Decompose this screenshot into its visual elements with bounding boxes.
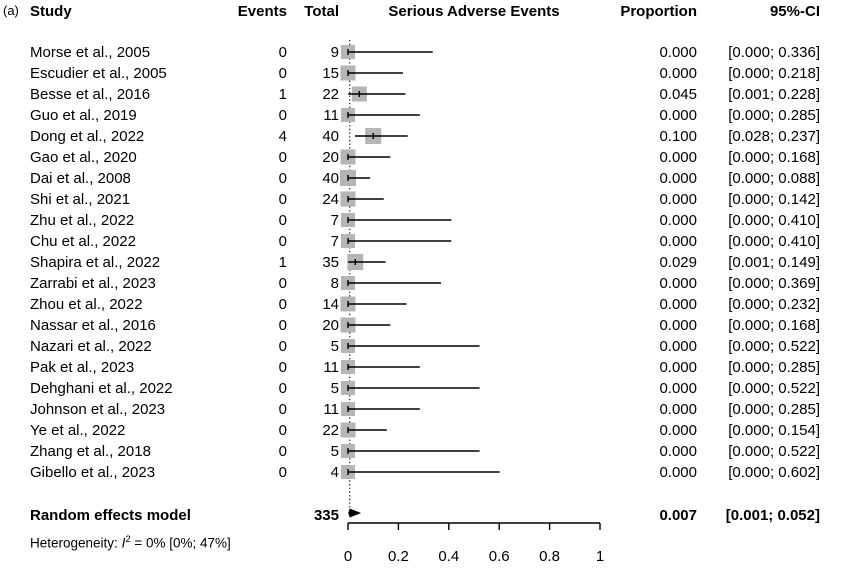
study-name: Gao et al., 2020: [30, 148, 137, 166]
ci-value: [0.001; 0.228]: [728, 85, 820, 103]
total-value: 14: [322, 295, 339, 313]
proportion-value: 0.000: [659, 43, 697, 61]
total-value: 22: [322, 85, 339, 103]
heterogeneity-note: [30, 530, 231, 549]
ci-value: [0.000; 0.369]: [728, 274, 820, 292]
proportion-value: 0.000: [659, 169, 697, 187]
study-row: [0, 273, 846, 294]
ci-value: [0.000; 0.154]: [728, 421, 820, 439]
proportion-value: 0.000: [659, 316, 697, 334]
ci-value: [0.000; 0.336]: [728, 43, 820, 61]
study-name: Shi et al., 2021: [30, 190, 131, 208]
total-value: 11: [323, 106, 339, 124]
plot-title: Serious Adverse Events: [388, 3, 560, 20]
ci-value: [0.000; 0.218]: [728, 64, 820, 82]
study-row: [0, 231, 846, 252]
random-effects-row: [0, 505, 846, 526]
pooled-label: Random effects model: [30, 507, 191, 524]
proportion-value: 0.000: [659, 64, 697, 82]
ci-value: [0.000; 0.522]: [728, 379, 820, 397]
study-name: Chu et al., 2022: [30, 232, 136, 250]
study-row: [0, 189, 846, 210]
heterogeneity-stat: I: [121, 535, 126, 551]
total-value: 24: [322, 190, 339, 208]
proportion-value: 0.000: [659, 379, 697, 397]
ci-value: [0.000; 0.285]: [728, 400, 820, 418]
events-value: 0: [278, 295, 287, 313]
events-value: 0: [278, 379, 287, 397]
proportion-value: 0.000: [659, 442, 697, 460]
proportion-value: 0.000: [659, 148, 697, 166]
total-value: 22: [322, 421, 339, 439]
events-value: 4: [278, 127, 287, 145]
events-value: 0: [278, 43, 287, 61]
total-value: 5: [330, 337, 339, 355]
ci-value: [0.000; 0.285]: [728, 358, 820, 376]
total-value: 11: [323, 400, 339, 418]
events-value: 0: [278, 274, 287, 292]
col-header-study: Study: [30, 3, 72, 20]
study-row: [0, 357, 846, 378]
total-value: 35: [322, 253, 339, 271]
study-row: [0, 168, 846, 189]
events-value: 0: [278, 463, 287, 481]
study-name: Dai et al., 2008: [30, 169, 131, 187]
x-axis-tick-label: 0.2: [387, 548, 409, 565]
events-value: 0: [278, 190, 287, 208]
total-value: 40: [322, 169, 339, 187]
events-value: 0: [278, 106, 287, 124]
ci-value: [0.000; 0.522]: [728, 337, 820, 355]
col-header-events: Events: [237, 3, 287, 20]
total-value: 8: [330, 274, 339, 292]
study-row: [0, 441, 846, 462]
study-name: Johnson et al., 2023: [30, 400, 166, 418]
study-row: [0, 105, 846, 126]
ci-value: [0.000; 0.088]: [728, 169, 820, 187]
study-name: Ye et al., 2022: [30, 421, 126, 439]
x-axis-tick-label: 1: [595, 548, 605, 565]
study-name: Besse et al., 2016: [30, 85, 151, 103]
events-value: 0: [278, 316, 287, 334]
study-row: [0, 147, 846, 168]
proportion-value: 0.100: [659, 127, 697, 145]
heterogeneity-suffix: = 0% [0%; 47%]: [130, 535, 231, 551]
proportion-value: 0.000: [659, 211, 697, 229]
events-value: 0: [278, 442, 287, 460]
proportion-value: 0.000: [659, 400, 697, 418]
pooled-total-value: 335: [313, 507, 339, 524]
total-value: 7: [330, 232, 339, 250]
study-name: Zhu et al., 2022: [30, 211, 135, 229]
col-header-proportion: Proportion: [620, 3, 697, 20]
proportion-value: 0.000: [659, 421, 697, 439]
events-value: 0: [278, 211, 287, 229]
study-row: [0, 42, 846, 63]
study-name: Dong et al., 2022: [30, 127, 145, 145]
ci-value: [0.000; 0.410]: [728, 211, 820, 229]
total-value: 11: [323, 358, 339, 376]
ci-value: [0.000; 0.142]: [728, 190, 820, 208]
ci-value: [0.000; 0.410]: [728, 232, 820, 250]
study-name: Guo et al., 2019: [30, 106, 137, 124]
col-header-ci: 95%-CI: [769, 3, 820, 20]
x-axis-tick-label: 0: [343, 548, 353, 565]
events-value: 0: [278, 337, 287, 355]
events-value: 0: [278, 169, 287, 187]
study-name: Zhang et al., 2018: [30, 442, 151, 460]
study-row: [0, 336, 846, 357]
events-value: 0: [278, 421, 287, 439]
ci-value: [0.000; 0.285]: [728, 106, 820, 124]
total-value: 9: [330, 43, 339, 61]
study-row: [0, 63, 846, 84]
total-value: 5: [330, 442, 339, 460]
study-row: [0, 315, 846, 336]
total-value: 40: [322, 127, 339, 145]
study-row: [0, 126, 846, 147]
total-value: 4: [330, 463, 339, 481]
ci-value: [0.001; 0.149]: [728, 253, 820, 271]
heterogeneity-sup: 2: [125, 534, 131, 545]
study-row: [0, 462, 846, 483]
ci-value: [0.000; 0.602]: [728, 463, 820, 481]
study-row: [0, 420, 846, 441]
ci-value: [0.028; 0.237]: [728, 127, 820, 145]
proportion-value: 0.029: [659, 253, 697, 271]
proportion-value: 0.000: [659, 190, 697, 208]
proportion-value: 0.000: [659, 358, 697, 376]
study-name: Shapira et al., 2022: [30, 253, 161, 271]
total-value: 15: [322, 64, 339, 82]
proportion-value: 0.045: [659, 85, 697, 103]
events-value: 0: [278, 148, 287, 166]
x-axis-tick-label: 0.8: [539, 548, 561, 565]
study-name: Morse et al., 2005: [30, 43, 151, 61]
ci-value: [0.000; 0.168]: [728, 316, 820, 334]
study-row: [0, 399, 846, 420]
events-value: 0: [278, 400, 287, 418]
study-name: Dehghani et al., 2022: [30, 379, 173, 397]
proportion-value: 0.000: [659, 232, 697, 250]
study-name: Nazari et al., 2022: [30, 337, 152, 355]
events-value: 1: [278, 85, 287, 103]
x-axis-tick-label: 0.4: [438, 548, 460, 565]
panel-label: (a): [3, 3, 19, 18]
ci-value: [0.000; 0.232]: [728, 295, 820, 313]
study-name: Gibello et al., 2023: [30, 463, 156, 481]
study-row: [0, 252, 846, 273]
total-value: 20: [322, 316, 339, 334]
proportion-value: 0.000: [659, 337, 697, 355]
heterogeneity-prefix: Heterogeneity:: [30, 535, 122, 551]
study-name: Pak et al., 2023: [30, 358, 135, 376]
study-name: Nassar et al., 2016: [30, 316, 156, 334]
col-header-total: Total: [304, 3, 339, 20]
study-row: [0, 294, 846, 315]
proportion-value: 0.000: [659, 106, 697, 124]
pooled-ci-value: [0.001; 0.052]: [725, 507, 820, 524]
proportion-value: 0.000: [659, 274, 697, 292]
events-value: 0: [278, 64, 287, 82]
events-value: 0: [278, 358, 287, 376]
total-value: 20: [322, 148, 339, 166]
study-row: [0, 378, 846, 399]
events-value: 1: [278, 253, 287, 271]
ci-value: [0.000; 0.168]: [728, 148, 820, 166]
pooled-proportion-value: 0.007: [659, 507, 697, 524]
study-row: [0, 210, 846, 231]
ci-value: [0.000; 0.522]: [728, 442, 820, 460]
proportion-value: 0.000: [659, 295, 697, 313]
study-name: Zarrabi et al., 2023: [30, 274, 156, 292]
total-value: 5: [330, 379, 339, 397]
study-name: Escudier et al., 2005: [30, 64, 167, 82]
study-name: Zhou et al., 2022: [30, 295, 143, 313]
study-row: [0, 84, 846, 105]
proportion-value: 0.000: [659, 463, 697, 481]
total-value: 7: [330, 211, 339, 229]
x-axis-tick-label: 0.6: [488, 548, 510, 565]
events-value: 0: [278, 232, 287, 250]
